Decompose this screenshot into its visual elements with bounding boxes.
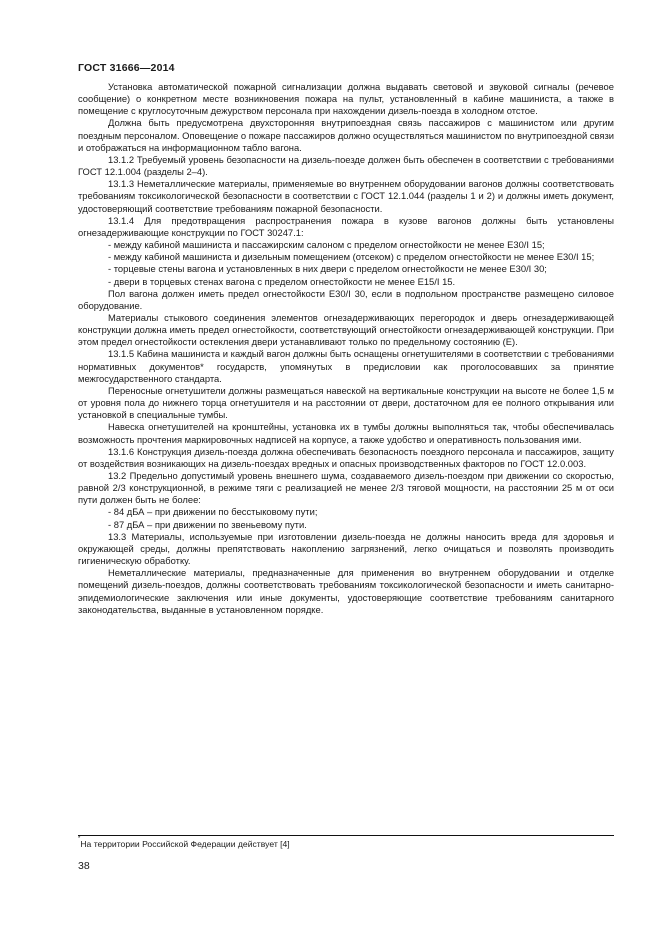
paragraph: Установка автоматической пожарной сигнализации должна выдавать световой и звуковой сигналы (речевое сообщение) о конкретном месте возникновения пожара на пульт, установленный в кабине машиниста, а также в помещение с круглосуточным дежурством персонала при нахождении дизель-поезда в холодном отстое. [78,81,614,117]
paragraph: 13.1.2 Требуемый уровень безопасности на дизель-поезде должен быть обеспечен в соответствии с требованиями ГОСТ 12.1.004 (разделы 2–4). [78,153,614,178]
footnote-text: На территории Российской Федерации действует [4] [80,839,290,849]
paragraph: 13.1.4 Для предотвращения распространения пожара в кузове вагонов должны быть установлены огнезадерживающие конструкции по ГОСТ 30247.1: [78,214,614,238]
paragraph: Должна быть предусмотрена двухсторонняя внутрипоездная связь пассажиров с машинистом или другим поездным персоналом. Оповещение о пожаре пассажиров должно осуществляться машинистом по внутрипоездной связи и отображаться на информационном табло вагона. [78,117,615,153]
paragraph: Материалы стыкового соединения элементов огнезадерживающих перегородок и дверь огнезадерживающей конструкции должна иметь предел огнестойкости, соответствующий огнестойкости огнезадерживающей конструкции. При этом предел огнестойкости остекления двери устанавливают только по предельному состоянию (E). [78,311,614,348]
document-header: ГОСТ 31666—2014 [78,62,175,74]
footnote-divider [78,835,614,836]
list-item: - между кабиной машиниста и пассажирским салоном с пределом огнестойкости не менее E30/I 15; [108,239,545,251]
paragraph: 13.1.3 Неметаллические материалы, применяемые во внутреннем оборудовании вагонов должны соответствовать требованиям токсикологической безопасности в соответствии с ГОСТ 12.1.044 (разделы 1 и 2) и должны иметь документ, удостоверяющий соответствие требованиям пожарной безопасности. [78,178,614,214]
document-body [78,81,614,616]
list-item: - 87 дБА – при движении по звеньевому пути. [108,518,307,530]
paragraph: 13.1.6 Конструкция дизель-поезда должна обеспечивать безопасность поездного персонала и пассажиров, защиту от воздействия возникающих на дизель-поездах вредных и опасных производственных факторов по ГОСТ 12.0.003. [78,445,614,469]
footnote-marker: * [78,836,81,842]
list-item: - торцевые стены вагона и установленных в них двери с пределом огнестойкости не менее E30/I 30; [108,263,547,275]
footnote [78,836,290,849]
list-item: - 84 дБА – при движении по бесстыковому пути; [108,506,318,518]
paragraph: Навеска огнетушителей на кронштейны, установка их в тумбы должны выполняться так, чтобы обеспечивалась возможность прочтения маркировочных надписей на корпусе, а также удобство и оперативность пользования ими. [78,421,614,445]
paragraph: 13.1.5 Кабина машиниста и каждый вагон должны быть оснащены огнетушителями в соответствии с требованиями нормативных документов* государств, упомянутых в предисловии как проголосовавших за принятие межгосударственного стандарта. [78,348,614,384]
paragraph: Переносные огнетушители должны размещаться навеской на вертикальные конструкции на высоте не более 1,5 м от уровня пола до нижнего торца огнетушителя и на расстоянии от двери, достаточном для ее полного открывания или установкой в специальные тумбы. [78,384,614,421]
list-item: - между кабиной машиниста и дизельным помещением (отсеком) с пределом огнестойкости не менее E30/I 15; [108,251,595,263]
paragraph: 13.2 Предельно допустимый уровень внешнего шума, создаваемого дизель-поездом при движении со скоростью, равной 2/3 конструкционной, в режиме тяги с реализацией не менее 2/3 тяговой мощности, на расстоянии 25 м от оси пути должен быть не более: [78,470,614,506]
paragraph: Неметаллические материалы, предназначенные для применения во внутреннем оборудовании и отделке помещений дизель-поездов, должны соответствовать требованиям токсикологической безопасности и иметь санитарно-эпидемиологические заключения или иные документы, удостоверяющие соответствие требованиям санитарного законодательства, выданные в установленном порядке. [78,567,614,615]
paragraph: 13.3 Материалы, используемые при изготовлении дизель-поезда не должны наносить вреда для здоровья и окружающей среды, должны препятствовать накоплению загрязнений, легко очищаться и позволять производить гигиеническую обработку. [78,530,614,567]
paragraph: Пол вагона должен иметь предел огнестойкости E30/I 30, если в подпольном пространстве размещено силовое оборудование. [78,287,614,311]
list-item: - двери в торцевых стенах вагона с пределом огнестойкости не менее E15/I 15. [108,275,456,287]
page-number: 38 [78,860,90,872]
